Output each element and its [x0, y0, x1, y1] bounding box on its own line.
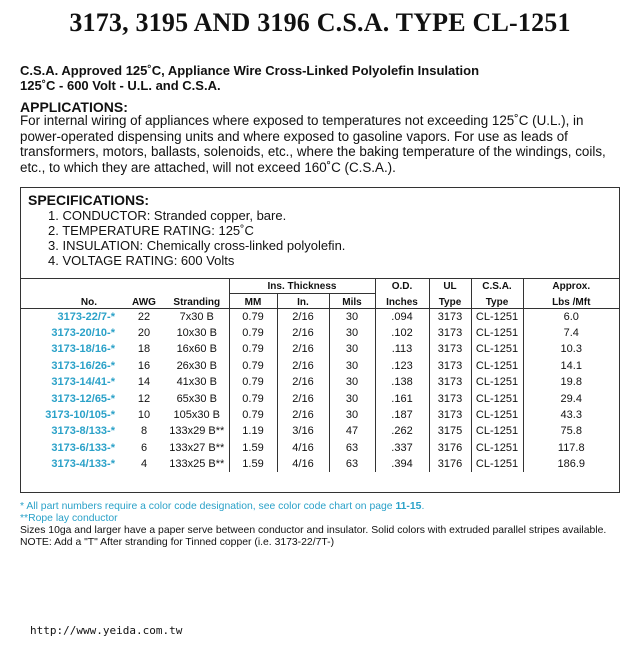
cell-in: 2/16 [277, 390, 329, 406]
cell-csa: CL-1251 [471, 440, 523, 456]
cell-lbs: 10.3 [523, 341, 619, 357]
cell-mm: 1.19 [229, 423, 277, 439]
cell-stranding: 16x60 B [176, 343, 217, 356]
cell-csa: CL-1251 [471, 325, 523, 341]
cell-in: 4/16 [277, 456, 329, 472]
cell-ul: 3173 [429, 390, 471, 406]
spec-item: 1. CONDUCTOR: Stranded copper, bare. [48, 208, 287, 223]
cell-lbs: 43.3 [523, 407, 619, 423]
cell-in: 4/16 [277, 440, 329, 456]
cell-awg: 8 [140, 425, 148, 438]
cell-od: .138 [375, 374, 429, 390]
table-row [21, 358, 619, 374]
od-header: O.D. [375, 279, 429, 294]
cell-stranding: 41x30 B [176, 376, 217, 389]
col-mm-header: MM [229, 294, 277, 309]
cell-in: 2/16 [277, 325, 329, 341]
cell-no: 3173-20/10-* [51, 327, 115, 340]
col-ul-type-header: Type [429, 294, 471, 309]
cell-mm: 0.79 [229, 309, 277, 325]
specifications-list [48, 208, 345, 268]
cell-od: .262 [375, 423, 429, 439]
subtitle-line-2: 125˚C - 600 Volt - U.L. and C.S.A. [20, 78, 221, 93]
table-row [21, 423, 619, 439]
cell-ul: 3175 [429, 423, 471, 439]
cell-in: 2/16 [277, 341, 329, 357]
cell-stranding: 133x25 B** [169, 458, 225, 471]
table-row [21, 341, 619, 357]
cell-lbs: 117.8 [523, 440, 619, 456]
cell-mils: 30 [329, 358, 375, 374]
cell-ul: 3173 [429, 374, 471, 390]
cell-in: 2/16 [277, 407, 329, 423]
cell-mils: 30 [329, 390, 375, 406]
col-mils-header: Mils [329, 294, 375, 309]
cell-mils: 30 [329, 407, 375, 423]
cell-lbs: 19.8 [523, 374, 619, 390]
cell-ul: 3173 [429, 325, 471, 341]
cell-ul: 3176 [429, 456, 471, 472]
cell-no: 3173-10/105-* [45, 409, 115, 422]
product-subtitle [20, 63, 620, 93]
cell-od: .113 [375, 341, 429, 357]
cell-ul: 3173 [429, 407, 471, 423]
website-url: http://www.yeida.com.tw [30, 624, 183, 637]
cell-csa: CL-1251 [471, 456, 523, 472]
cell-stranding: 10x30 B [176, 327, 217, 340]
cell-mils: 63 [329, 456, 375, 472]
applications-heading: APPLICATIONS: [20, 99, 128, 115]
cell-od: .337 [375, 440, 429, 456]
cell-in: 2/16 [277, 309, 329, 325]
cell-in: 2/16 [277, 358, 329, 374]
cell-od: .187 [375, 407, 429, 423]
cell-mm: 0.79 [229, 390, 277, 406]
table-column-header-row [21, 294, 619, 309]
cell-csa: CL-1251 [471, 407, 523, 423]
cell-stranding: 105x30 B [173, 409, 220, 422]
cell-csa: CL-1251 [471, 341, 523, 357]
cell-stranding: 7x30 B [179, 310, 214, 323]
subtitle-line-1: C.S.A. Approved 125˚C, Appliance Wire Cross-Linked Polyolefin Insulation [20, 63, 480, 78]
table-row [21, 309, 619, 325]
cell-awg: 20 [137, 327, 151, 340]
cell-mm: 0.79 [229, 358, 277, 374]
table-row [21, 440, 619, 456]
cell-stranding: 26x30 B [176, 359, 217, 372]
cell-mils: 47 [329, 423, 375, 439]
cell-od: .161 [375, 390, 429, 406]
cell-no: 3173-8/133-* [51, 425, 115, 438]
cell-ul: 3176 [429, 440, 471, 456]
cell-csa: CL-1251 [471, 374, 523, 390]
cell-od: .102 [375, 325, 429, 341]
table-group-header-row [21, 279, 619, 294]
paper-serve-note: Sizes 10ga and larger have a paper serve between conductor and insulator. Solid colors with extruded parallel stripes available. NOTE: Add a "T" After stranding for Tinned copper (i.e. 3173-22/7T-) [20, 525, 607, 548]
specifications-heading: SPECIFICATIONS: [28, 192, 150, 208]
cell-mils: 30 [329, 341, 375, 357]
cell-csa: CL-1251 [471, 309, 523, 325]
spec-item: 4. VOLTAGE RATING: 600 Volts [48, 253, 235, 268]
cell-csa: CL-1251 [471, 390, 523, 406]
cell-no: 3173-12/65-* [51, 392, 115, 405]
cell-no: 3173-4/133-* [51, 458, 115, 471]
cell-awg: 16 [137, 359, 151, 372]
color-code-note-end: . [421, 501, 425, 512]
col-awg-header: AWG [123, 294, 165, 309]
applications-text: For internal wiring of appliances where exposed to temperatures not exceeding 125˚C (U.L.), in power-operated dispensing units and where exposed to gasoline vapors. For use as leads of transformers, motors, ballasts, solenoids, etc., where the baking temperature of the windings, coils, etc., to which they are attached, will not exceed 160˚C (C.S.A.). [20, 113, 606, 175]
table-body [21, 309, 619, 473]
cell-awg: 14 [137, 376, 151, 389]
cell-no: 3173-6/133-* [51, 441, 115, 454]
cell-stranding: 133x27 B** [169, 441, 225, 454]
cell-mm: 1.59 [229, 456, 277, 472]
cell-mils: 63 [329, 440, 375, 456]
table-row [21, 456, 619, 472]
wire-spec-table [21, 278, 619, 472]
cell-od: .123 [375, 358, 429, 374]
table-row [21, 407, 619, 423]
cell-lbs: 186.9 [523, 456, 619, 472]
rope-lay-note: **Rope lay conductor [20, 513, 118, 524]
page-title: 3173, 3195 AND 3196 C.S.A. TYPE CL-1251 [69, 8, 571, 37]
cell-awg: 4 [140, 458, 148, 471]
cell-stranding: 133x29 B** [169, 425, 225, 438]
cell-awg: 10 [137, 409, 151, 422]
cell-mm: 0.79 [229, 374, 277, 390]
cell-no: 3173-16/26-* [51, 359, 115, 372]
cell-od: .394 [375, 456, 429, 472]
cell-mils: 30 [329, 309, 375, 325]
cell-mm: 0.79 [229, 407, 277, 423]
table-row [21, 390, 619, 406]
col-inches-header: Inches [375, 294, 429, 309]
table-row [21, 374, 619, 390]
cell-lbs: 6.0 [523, 309, 619, 325]
cell-no: 3173-14/41-* [51, 376, 115, 389]
cell-ul: 3173 [429, 358, 471, 374]
cell-no: 3173-22/7-* [57, 310, 115, 323]
col-csa-type-header: Type [471, 294, 523, 309]
color-code-note [20, 501, 625, 513]
cell-mils: 30 [329, 374, 375, 390]
cell-od: .094 [375, 309, 429, 325]
cell-awg: 22 [137, 310, 151, 323]
color-code-pages: 11-15 [395, 501, 422, 512]
spec-item: 3. INSULATION: Chemically cross-linked polyolefin. [48, 238, 346, 253]
cell-lbs: 75.8 [523, 423, 619, 439]
cell-ul: 3173 [429, 341, 471, 357]
cell-lbs: 29.4 [523, 390, 619, 406]
col-no-header: No. [21, 294, 123, 309]
cell-mm: 0.79 [229, 325, 277, 341]
cell-mils: 30 [329, 325, 375, 341]
cell-awg: 6 [140, 441, 148, 454]
ul-header: UL [429, 279, 471, 294]
cell-no: 3173-18/16-* [51, 343, 115, 356]
cell-in: 3/16 [277, 423, 329, 439]
cell-mm: 1.59 [229, 440, 277, 456]
col-in-header: In. [277, 294, 329, 309]
approx-header: Approx. [523, 279, 619, 294]
cell-stranding: 65x30 B [176, 392, 217, 405]
cell-awg: 12 [137, 392, 151, 405]
table-row [21, 325, 619, 341]
cell-ul: 3173 [429, 309, 471, 325]
footnotes [20, 501, 625, 549]
cell-lbs: 7.4 [523, 325, 619, 341]
cell-in: 2/16 [277, 374, 329, 390]
cell-awg: 18 [137, 343, 151, 356]
color-code-note-text: * All part numbers require a color code designation, see color code chart on page [20, 501, 396, 512]
ins-thickness-header: Ins. Thickness [229, 279, 375, 294]
cell-lbs: 14.1 [523, 358, 619, 374]
specifications-box [20, 187, 620, 493]
col-stranding-header: Stranding [165, 294, 229, 309]
cell-mm: 0.79 [229, 341, 277, 357]
csa-header: C.S.A. [471, 279, 523, 294]
cell-csa: CL-1251 [471, 358, 523, 374]
cell-csa: CL-1251 [471, 423, 523, 439]
spec-item: 2. TEMPERATURE RATING: 125˚C [48, 223, 254, 238]
col-lbs-header: Lbs /Mft [523, 294, 619, 309]
